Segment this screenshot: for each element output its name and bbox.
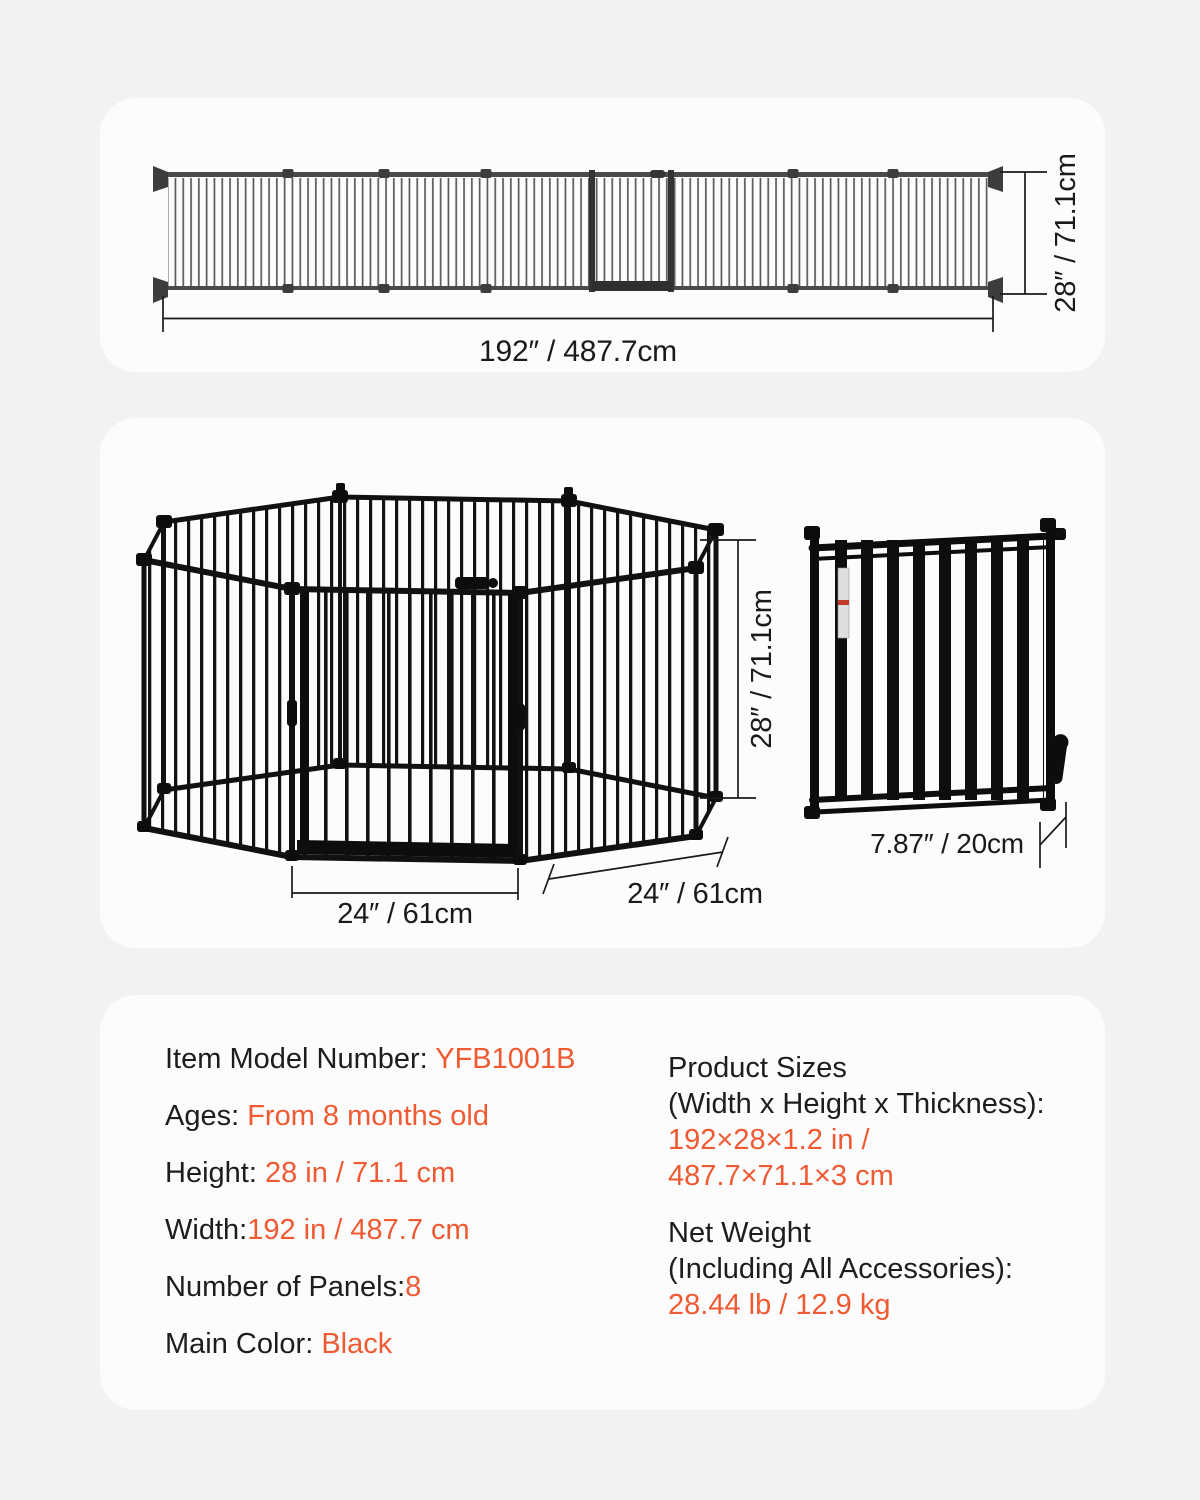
pen-height-dimension-label: 28″ / 71.1cm — [746, 589, 778, 749]
pen-front-width-dimension-label: 24″ / 61cm — [337, 898, 473, 930]
spec-value: 28 in / 71.1 cm — [264, 1157, 456, 1189]
spec-block-value: 28.44 lb / 12.9 kg — [668, 1289, 891, 1321]
spec-value: 192 in / 487.7 cm — [247, 1214, 470, 1246]
spec-block-value-2: 487.7×71.1×3 cm — [668, 1160, 894, 1192]
spec-net-weight — [668, 1215, 1045, 1323]
spec-main-color: Main Color: Black — [165, 1328, 393, 1360]
spec-value: YFB1001B — [435, 1043, 576, 1075]
fence-height-dimension-label: 28″ / 71.1cm — [1050, 153, 1082, 313]
pen-side-width-dimension-label: 24″ / 61cm — [627, 878, 763, 910]
spec-list-right — [668, 1050, 1045, 1323]
octagon-playpen — [136, 483, 724, 865]
spec-value: Black — [321, 1328, 393, 1360]
spec-height: Height: 28 in / 71.1 cm — [165, 1157, 456, 1189]
spec-block-title: Product Sizes — [668, 1052, 847, 1084]
spec-ages: Ages: From 8 months old — [165, 1100, 489, 1132]
spec-item-model-number: Item Model Number: YFB1001B — [165, 1043, 576, 1075]
spec-block-title-2: (Width x Height x Thickness): — [668, 1088, 1045, 1120]
playpen-drawing — [100, 418, 1105, 948]
spec-value: 8 — [405, 1271, 422, 1303]
spec-width: Width:192 in / 487.7 cm — [165, 1214, 470, 1246]
fence-panels — [153, 166, 1003, 303]
spec-block-title-2: (Including All Accessories): — [668, 1253, 1013, 1285]
spec-list-left — [165, 1044, 576, 1359]
folded-thickness-dimension-label: 7.87″ / 20cm — [870, 828, 1024, 859]
folded-panel-stack — [804, 518, 1070, 819]
stack-sticker — [838, 568, 849, 638]
spec-block-value: 192×28×1.2 in / — [668, 1124, 870, 1156]
spec-number-of-panels: Number of Panels:8 — [165, 1271, 422, 1303]
spec-block-title: Net Weight — [668, 1217, 811, 1249]
fence-drawing — [100, 98, 1105, 372]
spec-product-sizes — [668, 1050, 1045, 1194]
spec-value: From 8 months old — [247, 1100, 489, 1132]
fence-width-dimension-label: 192″ / 487.7cm — [479, 335, 677, 368]
